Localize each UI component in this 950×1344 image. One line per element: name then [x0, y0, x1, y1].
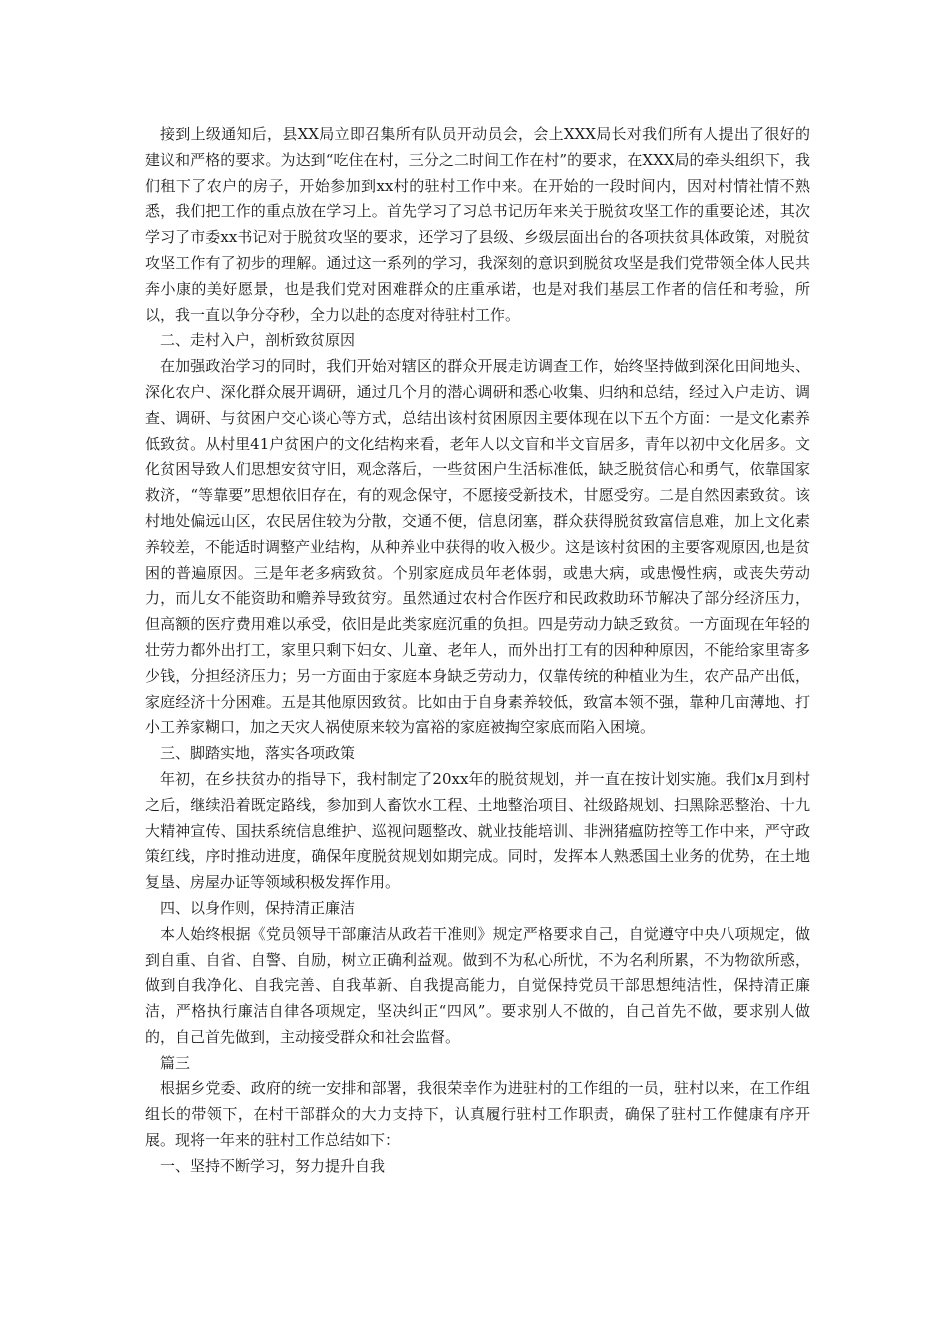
paragraph-poverty-causes: 在加强政治学习的同时，我们开始对辖区的群众开展走访调查工作，始终坚持做到深化田间地头、深化农户、深化群众展开调研，通过几个月的潜心调研和悉心收集、归纳和总结，经过入户走访、调查、调研、与贫困户交心谈心等方式，总结出该村贫困原因主要体现在以下五个方面：一是文化素养低致贫。从村里41户贫困户的文化结构来看，老年人以文盲和半文盲居多，青年以初中文化居多。文化贫困导致人们思想安贫守旧，观念落后，一些贫困户生活标准低，缺乏脱贫信心和勇气，依靠国家救济，“等靠要”思想依旧存在，有的观念保守，不愿接受新技术，甘愿受穷。二是自然因素致贫。该村地处偏远山区，农民居住较为分散，交通不便，信息闭塞，群众获得脱贫致富信息难，加上文化素养较差，不能适时调整产业结构，从种养业中获得的收入极少。这是该村贫困的主要客观原因,也是贫困的普遍原因。三是年老多病致贫。个别家庭成员年老体弱，或患大病，或患慢性病，或丧失劳动力，而儿女不能资助和赡养导致贫穷。虽然通过农村合作医疗和民政救助环节解决了部分经济压力，但高额的医疗费用难以承受，依旧是此类家庭沉重的负担。四是劳动力缺乏致贫。一方面现在年轻的壮劳力都外出打工，家里只剩下妇女、儿童、老年人，而外出打工有的因种种原因，不能给家里寄多少钱，分担经济压力；另一方面由于家庭本身缺乏劳动力，仅靠传统的种植业为生，农产品产出低，家庭经济十分困难。五是其他原因致贫。比如由于自身素养较低，致富本领不强，靠种几亩薄地、打小工养家糊口，加之天灾人祸使原来较为富裕的家庭被掏空家底而陷入困境。: [145, 357, 810, 737]
paragraph-intro: 接到上级通知后，县XX局立即召集所有队员开动员会，会上XXX局长对我们所有人提出了很好的建议和严格的要求。为达到“吃住在村，三分之二时间工作在村”的要求，在XXX局的牵头组织下，我们租下了农户的房子，开始参加到xx村的驻村工作中来。在开始的一段时间内，因对村情社情不熟悉，我们把工作的重点放在学习上。首先学习了习总书记历年来关于脱贫攻坚工作的重要论述，其次学习了市委xx书记对于脱贫攻坚的要求，还学习了县级、乡级层面出台的各项扶贫具体政策，对脱贫攻坚工作有了初步的理解。通过这一系列的学习，我深刻的意识到脱贫攻坚是我们党带领全体人民共奔小康的美好愿景，也是我们党对困难群众的庄重承诺，也是对我们基层工作者的信任和考验，所以，我一直以争分夺秒，全力以赴的态度对待驻村工作。: [145, 125, 810, 324]
paragraph-integrity: 本人始终根据《党员领导干部廉洁从政若干准则》规定严格要求自己，自觉遵守中央八项规定，做到自重、自省、自警、自励，树立正确利益观。做到不为私心所忧，不为名利所累，不为物欲所惑，做到自我净化、自我完善、自我革新、自我提高能力，自觉保持党员干部思想纯洁性，保持清正廉洁，严格执行廉洁自律各项规定，坚决纠正“四风”。要求别人不做的，自己首先不做，要求别人做的，自己首先做到，主动接受群众和社会监督。: [145, 924, 810, 1046]
section-heading-1: 一、坚持不断学习，努力提升自我: [160, 1156, 386, 1175]
section-heading-2: 二、走村入户，剖析致贫原因: [160, 331, 356, 350]
paragraph-policies: 年初，在乡扶贫办的指导下，我村制定了20xx年的脱贫规划，并一直在按计划实施。我们x月到村之后，继续沿着既定路线，参加到人畜饮水工程、土地整治项目、社级路规划、扫黑除恶整治、十九大精神宣传、国扶系统信息维护、巡视问题整改、就业技能培训、非洲猪瘟防控等工作中来，严守政策红线，序时推动进度，确保年度脱贫规划如期完成。同时，发挥本人熟悉国土业务的优势，在土地复垦、房屋办证等领域积极发挥作用。: [145, 769, 810, 892]
section-heading-4: 四、以身作则，保持清正廉洁: [160, 898, 356, 917]
part-heading: 篇三: [160, 1053, 191, 1072]
document-body: [145, 122, 810, 1180]
section-heading-3: 三、脚踏实地，落实各项政策: [160, 744, 356, 763]
paragraph-part-intro: 根据乡党委、政府的统一安排和部署，我很荣幸作为进驻村的工作组的一员，驻村以来，在工作组组长的带领下，在村干部群众的大力支持下，认真履行驻村工作职责，确保了驻村工作健康有序开展。现将一年来的驻村工作总结如下：: [145, 1079, 810, 1150]
